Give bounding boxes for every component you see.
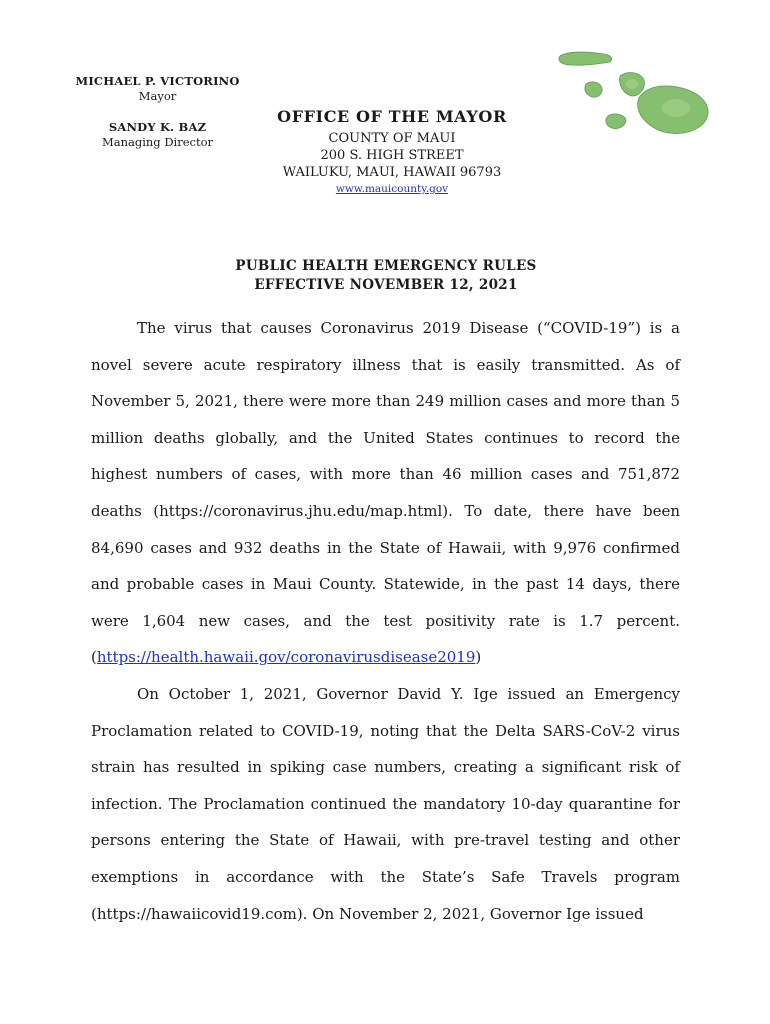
mayor-block: [70, 74, 245, 104]
director-name: SANDY K. BAZ: [108, 120, 207, 134]
street-line: 200 S. HIGH STREET: [320, 148, 464, 163]
paragraph-2-text: On October 1, 2021, Governor David Y. Ige issued an Emergency Proclamation related to COVID-19, noting that the Delta SARS-CoV-2 virus strain has resulted in spiking case numbers, creating a significant risk of infection. The Proclamation continued the mandatory 10-day quarantine for persons entering the State of Hawaii, with pre-travel testing and other exemptions in accordance with the State’s Safe Travels program (https://hawaiicovid19.com). On November 2, 2021, Governor Ige issued: [91, 684, 680, 923]
paragraph-1-text: The virus that causes Coronavirus 2019 Disease (“COVID-19”) is a novel severe acute respiratory illness that is easily transmitted. As of November 5, 2021, there were more than 249 million cases and more than 5 million deaths globally, and the United States continues to record the highest numbers of cases, with more than 46 million cases and 751,872 deaths (https://coronavirus.jhu.edu/map.html). To date, there have been 84,690 cases and 932 deaths in the State of Hawaii, with 9,976 confirmed and probable cases in Maui County. Statewide, in the past 14 days, there were 1,604 new cases, and the test positivity rate is 1.7 percent.: [91, 319, 680, 630]
body-text: [91, 310, 680, 932]
health-hawaii-link[interactable]: https://health.hawaii.gov/coronavirusdisease2019: [96, 648, 476, 667]
maui-county-islands-map-icon: [548, 46, 718, 156]
website-link[interactable]: www.mauicounty.gov: [335, 183, 449, 195]
heading-line-1: PUBLIC HEALTH EMERGENCY RULES: [235, 258, 537, 274]
mayor-title: Mayor: [138, 89, 177, 103]
letterhead: [262, 107, 522, 195]
document-heading: [90, 257, 682, 295]
heading-line-2: EFFECTIVE NOVEMBER 12, 2021: [254, 277, 518, 293]
director-title: Managing Director: [101, 135, 214, 149]
mayor-name: MICHAEL P. VICTORINO: [75, 74, 240, 88]
county-line: COUNTY OF MAUI: [328, 131, 456, 146]
paragraph-1: [91, 310, 680, 676]
city-line: WAILUKU, MAUI, HAWAII 96793: [282, 165, 502, 180]
paragraph-2: [91, 676, 680, 932]
director-block: [70, 120, 245, 150]
link-close-paren: ): [475, 648, 482, 667]
link-open-paren: (: [91, 648, 97, 667]
office-title: OFFICE OF THE MAYOR: [277, 107, 507, 126]
